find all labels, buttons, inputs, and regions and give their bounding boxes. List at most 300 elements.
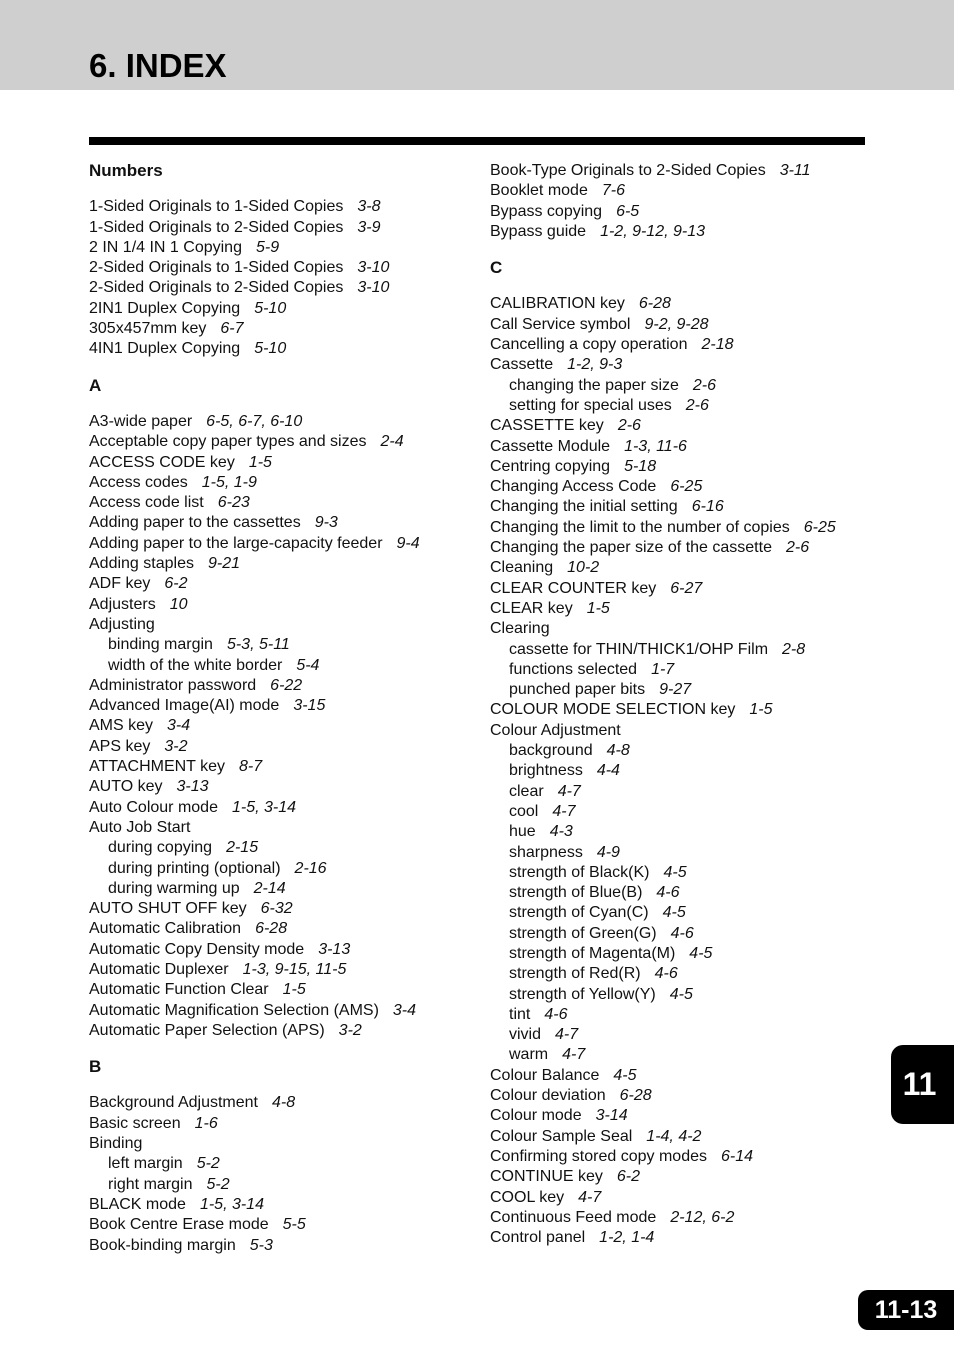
page-reference: 5-5 xyxy=(282,1216,306,1234)
index-entry xyxy=(490,518,870,538)
index-entry xyxy=(89,696,469,716)
section-heading: B xyxy=(89,1057,102,1077)
page-reference: 1-5, 3-14 xyxy=(231,798,297,816)
index-term: Bypass guide xyxy=(490,222,587,240)
index-entry xyxy=(490,457,870,477)
index-term: Automatic Duplexer xyxy=(89,960,229,978)
page-reference: 6-25 xyxy=(670,478,703,496)
index-term: Cassette Module xyxy=(490,437,611,455)
chapter-tab: 11 xyxy=(891,1045,954,1124)
page-reference: 6-28 xyxy=(619,1087,652,1105)
page-reference: 8-7 xyxy=(239,758,263,776)
index-term: brightness xyxy=(509,762,583,780)
index-term: width of the white border xyxy=(108,656,283,674)
index-term: 2 IN 1/4 IN 1 Copying xyxy=(89,238,242,256)
index-term: tint xyxy=(509,1005,531,1023)
page-reference: 9-3 xyxy=(314,514,338,532)
index-term: strength of Black(K) xyxy=(509,863,650,881)
index-term: Automatic Magnification Selection (AMS) xyxy=(89,1001,379,1019)
index-entry xyxy=(89,258,469,278)
page-reference: 2-12, 6-2 xyxy=(670,1208,735,1226)
page-reference: 6-5 xyxy=(616,202,640,220)
index-entry xyxy=(89,595,469,615)
index-entry xyxy=(89,412,469,432)
index-entry xyxy=(89,1021,469,1041)
page-reference: 1-5 xyxy=(749,701,773,719)
page-reference: 4-7 xyxy=(562,1046,586,1064)
index-term: Binding xyxy=(89,1135,143,1153)
index-term: COLOUR MODE SELECTION key xyxy=(490,701,736,719)
index-entry xyxy=(490,181,870,201)
page-reference: 6-32 xyxy=(260,900,293,918)
index-term: warm xyxy=(509,1046,549,1064)
page-reference: 4-7 xyxy=(557,782,581,800)
index-term: Acceptable copy paper types and sizes xyxy=(89,433,367,451)
index-entry xyxy=(89,1215,469,1235)
index-entry xyxy=(89,218,469,238)
index-subentry xyxy=(490,640,870,660)
page-reference: 9-2, 9-28 xyxy=(644,315,709,333)
page-reference: 3-14 xyxy=(595,1107,628,1125)
index-term: hue xyxy=(509,823,536,841)
title-rule xyxy=(89,137,865,145)
index-entry xyxy=(89,574,469,594)
page-reference: 5-2 xyxy=(206,1175,230,1193)
index-term: Adding paper to the large-capacity feeder xyxy=(89,534,383,552)
page-reference: 1-7 xyxy=(651,660,675,678)
index-entry xyxy=(490,1086,870,1106)
index-term: strength of Red(R) xyxy=(509,965,641,983)
index-term: Changing the paper size of the cassette xyxy=(490,539,772,557)
index-term: CLEAR key xyxy=(490,599,573,617)
page-reference: 3-4 xyxy=(167,717,191,735)
page-reference: 2-16 xyxy=(294,859,327,877)
index-subentry xyxy=(490,1025,870,1045)
index-entry xyxy=(490,1208,870,1228)
index-term: during printing (optional) xyxy=(108,859,281,877)
page-reference: 3-9 xyxy=(357,218,381,236)
index-term: binding margin xyxy=(108,636,213,654)
page-reference: 3-10 xyxy=(357,259,390,277)
page-reference: 4-8 xyxy=(606,742,630,760)
index-entry xyxy=(89,777,469,797)
page-reference: 6-2 xyxy=(616,1168,641,1186)
index-term: Continuous Feed mode xyxy=(490,1208,657,1226)
index-term: Advanced Image(AI) mode xyxy=(89,697,280,715)
page-reference: 2-6 xyxy=(685,396,709,414)
page-reference: 9-27 xyxy=(659,681,692,699)
index-term: ADF key xyxy=(89,575,151,593)
index-term: Book Centre Erase mode xyxy=(89,1216,269,1234)
index-entry xyxy=(89,798,469,818)
index-entry xyxy=(89,737,469,757)
index-entry xyxy=(89,757,469,777)
index-term: Colour Balance xyxy=(490,1066,600,1084)
page-reference: 5-9 xyxy=(255,238,280,256)
index-subentry xyxy=(490,843,870,863)
index-entry xyxy=(490,599,870,619)
page-title: 6. INDEX xyxy=(89,47,227,84)
section-gap xyxy=(89,1077,469,1093)
page-reference: 2-6 xyxy=(785,539,810,557)
index-subentry xyxy=(490,761,870,781)
page-reference: 4-7 xyxy=(555,1026,579,1044)
page-reference: 4-7 xyxy=(552,802,576,820)
index-subentry xyxy=(490,376,870,396)
page-reference: 2-18 xyxy=(701,336,734,354)
page-reference: 1-6 xyxy=(194,1114,218,1132)
index-term: Access codes xyxy=(89,473,188,491)
index-term: Adjusters xyxy=(89,595,156,613)
page-reference: 6-2 xyxy=(164,575,188,593)
index-entry xyxy=(490,1106,870,1126)
index-entry xyxy=(490,477,870,497)
section-heading: C xyxy=(490,258,503,278)
index-term: strength of Yellow(Y) xyxy=(509,985,656,1003)
index-term: Automatic Function Clear xyxy=(89,981,269,999)
index-term: Automatic Calibration xyxy=(89,920,242,938)
page-reference: 6-22 xyxy=(270,676,303,694)
page-reference: 9-21 xyxy=(207,555,240,573)
index-entry xyxy=(490,721,870,741)
index-term: Call Service symbol xyxy=(490,315,631,333)
index-entry xyxy=(89,339,469,359)
page-reference: 5-18 xyxy=(624,457,657,475)
index-entry xyxy=(89,940,469,960)
index-term: cool xyxy=(509,802,539,820)
index-entry xyxy=(89,615,469,635)
section-gap xyxy=(490,242,870,258)
index-subentry xyxy=(490,1005,870,1025)
section-gap xyxy=(89,181,469,197)
index-term: Auto Colour mode xyxy=(89,798,218,816)
index-term: CALIBRATION key xyxy=(490,295,625,313)
page-reference: 5-3 xyxy=(249,1236,273,1254)
index-term: setting for special uses xyxy=(509,396,672,414)
index-term: CLEAR COUNTER key xyxy=(490,579,657,597)
index-term: Colour deviation xyxy=(490,1087,606,1105)
index-term: background xyxy=(509,742,593,760)
index-subentry xyxy=(89,859,469,879)
page-reference: 1-5 xyxy=(248,453,272,471)
index-entry xyxy=(490,579,870,599)
index-entry xyxy=(490,700,870,720)
index-subentry xyxy=(490,396,870,416)
page-reference: 4-6 xyxy=(544,1005,568,1023)
index-column-left xyxy=(89,161,469,1256)
page-reference: 2-14 xyxy=(253,879,286,897)
page-reference: 2-4 xyxy=(380,433,404,451)
page-reference: 4-5 xyxy=(689,944,713,962)
index-entry xyxy=(490,335,870,355)
page-reference: 9-4 xyxy=(396,534,420,552)
index-entry xyxy=(89,1001,469,1021)
index-term: Auto Job Start xyxy=(89,818,191,836)
index-term: ATTACHMENT key xyxy=(89,758,226,776)
section-gap xyxy=(89,396,469,412)
index-term: strength of Magenta(M) xyxy=(509,944,676,962)
index-term: Cassette xyxy=(490,356,554,374)
page-reference: 3-4 xyxy=(392,1001,417,1019)
index-entry xyxy=(490,202,870,222)
page-reference: 1-2, 1-4 xyxy=(599,1229,655,1247)
page-reference: 1-3, 9-15, 11-5 xyxy=(242,960,347,978)
index-term: Book-binding margin xyxy=(89,1236,236,1254)
index-entry xyxy=(490,497,870,517)
index-subentry xyxy=(89,838,469,858)
index-subentry xyxy=(89,879,469,899)
index-term: 2-Sided Originals to 1-Sided Copies xyxy=(89,259,344,277)
index-entry xyxy=(89,238,469,258)
page-reference: 1-3, 11-6 xyxy=(624,437,687,455)
index-subentry xyxy=(490,802,870,822)
index-subentry xyxy=(490,1045,870,1065)
page-reference: 6-16 xyxy=(691,498,724,516)
index-term: functions selected xyxy=(509,660,638,678)
page-reference: 6-23 xyxy=(217,494,250,512)
index-subentry xyxy=(490,944,870,964)
index-term: Changing the initial setting xyxy=(490,498,678,516)
index-entry xyxy=(89,432,469,452)
page-reference: 7-6 xyxy=(601,182,625,200)
index-entry xyxy=(490,437,870,457)
index-term: punched paper bits xyxy=(509,681,646,699)
page-reference: 5-3, 5-11 xyxy=(226,636,290,654)
index-term: sharpness xyxy=(509,843,583,861)
index-term: AUTO SHUT OFF key xyxy=(89,900,247,918)
page-reference: 4-4 xyxy=(596,762,620,780)
index-term: AUTO key xyxy=(89,778,163,796)
page-reference: 1-5 xyxy=(586,599,610,617)
page-reference: 6-14 xyxy=(720,1147,754,1165)
index-term: ACCESS CODE key xyxy=(89,453,235,471)
section-heading: Numbers xyxy=(89,161,163,180)
index-term: Changing the limit to the number of copies xyxy=(490,518,790,536)
index-term: 1-Sided Originals to 1-Sided Copies xyxy=(89,198,344,216)
index-entry xyxy=(89,473,469,493)
section-gap xyxy=(89,1041,469,1057)
index-term: Background Adjustment xyxy=(89,1094,258,1112)
index-subentry xyxy=(490,680,870,700)
index-subentry xyxy=(89,656,469,676)
index-entry xyxy=(89,319,469,339)
index-term: Centring copying xyxy=(490,457,611,475)
index-entry xyxy=(490,538,870,558)
index-subentry xyxy=(490,660,870,680)
page-reference: 10 xyxy=(169,595,188,613)
page-reference: 4-8 xyxy=(272,1094,296,1112)
index-column-right xyxy=(490,161,870,1248)
index-entry xyxy=(490,294,870,314)
index-subentry xyxy=(490,985,870,1005)
page-reference: 4-9 xyxy=(596,843,620,861)
page-reference: 5-2 xyxy=(196,1155,220,1173)
index-entry xyxy=(89,299,469,319)
page-reference: 2-6 xyxy=(692,376,717,394)
index-term: 2-Sided Originals to 2-Sided Copies xyxy=(89,279,344,297)
index-term: Access code list xyxy=(89,494,204,512)
index-entry xyxy=(89,534,469,554)
index-entry xyxy=(89,960,469,980)
page-reference: 3-2 xyxy=(338,1021,362,1039)
index-term: Bypass copying xyxy=(490,202,603,220)
index-term: Automatic Paper Selection (APS) xyxy=(89,1021,325,1039)
index-term: Control panel xyxy=(490,1229,586,1247)
index-term: 305x457mm key xyxy=(89,320,207,338)
index-subentry xyxy=(89,1154,469,1174)
index-term: Colour mode xyxy=(490,1107,582,1125)
index-term: Cleaning xyxy=(490,559,554,577)
page-reference: 4-6 xyxy=(670,924,694,942)
index-term: Basic screen xyxy=(89,1114,181,1132)
index-subentry xyxy=(89,635,469,655)
index-term: strength of Cyan(C) xyxy=(509,904,649,922)
index-entry xyxy=(89,716,469,736)
index-term: during warming up xyxy=(108,879,240,897)
index-term: Administrator password xyxy=(89,676,257,694)
index-term: changing the paper size xyxy=(509,376,679,394)
index-term: Adding staples xyxy=(89,555,194,573)
page-reference: 4-3 xyxy=(549,823,573,841)
index-term: CONTINUE key xyxy=(490,1168,603,1186)
index-entry xyxy=(490,558,870,578)
index-entry xyxy=(490,1228,870,1248)
index-entry xyxy=(89,1195,469,1215)
index-term: strength of Green(G) xyxy=(509,924,657,942)
index-entry xyxy=(490,1147,870,1167)
index-entry xyxy=(490,1127,870,1147)
page-reference: 6-7 xyxy=(220,320,244,338)
page-number: 11-13 xyxy=(858,1290,954,1330)
index-entry xyxy=(490,355,870,375)
page-reference: 10-2 xyxy=(567,559,600,577)
index-term: right margin xyxy=(108,1175,193,1193)
index-subentry xyxy=(490,822,870,842)
index-term: Booklet mode xyxy=(490,182,588,200)
index-term: AMS key xyxy=(89,717,154,735)
index-entry xyxy=(89,1093,469,1113)
section-heading: A xyxy=(89,375,102,395)
index-term: Colour Adjustment xyxy=(490,721,621,739)
page-reference: 3-8 xyxy=(357,198,381,216)
index-entry xyxy=(89,919,469,939)
page-reference: 6-5, 6-7, 6-10 xyxy=(206,412,303,430)
index-term: APS key xyxy=(89,737,151,755)
index-entry xyxy=(89,676,469,696)
page-reference: 5-10 xyxy=(254,340,287,358)
page-reference: 3-15 xyxy=(293,697,326,715)
index-entry xyxy=(490,1167,870,1187)
index-entry xyxy=(490,161,870,181)
page-reference: 4-6 xyxy=(656,884,680,902)
index-entry xyxy=(89,818,469,838)
page-reference: 6-25 xyxy=(803,518,836,536)
index-entry xyxy=(490,619,870,639)
index-entry xyxy=(89,493,469,513)
index-term: 4IN1 Duplex Copying xyxy=(89,340,241,358)
page-reference: 6-27 xyxy=(670,579,703,597)
index-entry xyxy=(89,1236,469,1256)
index-term: Changing Access Code xyxy=(490,478,657,496)
page-reference: 2-6 xyxy=(617,417,641,435)
page-reference: 4-5 xyxy=(613,1066,637,1084)
page-reference: 3-13 xyxy=(318,940,351,958)
page-reference: 1-5, 3-14 xyxy=(199,1195,264,1213)
page-reference: 2-15 xyxy=(226,839,259,857)
page-reference: 4-6 xyxy=(654,965,678,983)
page-reference: 2-8 xyxy=(782,640,806,658)
index-subentry xyxy=(490,964,870,984)
index-subentry xyxy=(490,903,870,923)
index-subentry xyxy=(490,924,870,944)
index-term: BLACK mode xyxy=(89,1195,186,1213)
page-reference: 3-10 xyxy=(357,279,390,297)
index-entry xyxy=(89,980,469,1000)
index-term: during copying xyxy=(108,839,213,857)
index-term: Colour Sample Seal xyxy=(490,1127,633,1145)
page-reference: 6-28 xyxy=(255,920,288,938)
index-term: cassette for THIN/THICK1/OHP Film xyxy=(509,640,769,658)
page-reference: 3-13 xyxy=(176,778,209,796)
page-reference: 1-4, 4-2 xyxy=(646,1127,702,1145)
index-subentry xyxy=(490,741,870,761)
index-term: left margin xyxy=(108,1155,183,1173)
index-term: 2IN1 Duplex Copying xyxy=(89,299,241,317)
index-subentry xyxy=(490,883,870,903)
index-subentry xyxy=(490,863,870,883)
index-term: Cancelling a copy operation xyxy=(490,336,688,354)
index-entry xyxy=(89,513,469,533)
page-reference: 1-5, 1-9 xyxy=(201,473,257,491)
index-entry xyxy=(89,554,469,574)
index-term: clear xyxy=(509,782,544,800)
index-term: Confirming stored copy modes xyxy=(490,1147,707,1165)
index-entry xyxy=(490,1188,870,1208)
index-subentry xyxy=(490,782,870,802)
section-gap xyxy=(89,360,469,376)
page-reference: 3-2 xyxy=(164,737,188,755)
page-reference: 1-2, 9-12, 9-13 xyxy=(600,222,706,240)
index-subentry xyxy=(89,1175,469,1195)
page-reference: 4-5 xyxy=(663,863,687,881)
index-entry xyxy=(490,222,870,242)
index-entry xyxy=(490,1066,870,1086)
header-band xyxy=(0,0,954,90)
index-term: A3-wide paper xyxy=(89,412,193,430)
page-reference: 3-11 xyxy=(779,162,811,179)
index-entry xyxy=(89,1134,469,1154)
page-reference: 1-5 xyxy=(282,981,306,999)
index-term: COOL key xyxy=(490,1188,565,1206)
index-entry xyxy=(490,315,870,335)
page-reference: 4-7 xyxy=(578,1188,602,1206)
page-reference: 5-4 xyxy=(296,656,320,674)
page-reference: 5-10 xyxy=(254,299,287,317)
index-term: Automatic Copy Density mode xyxy=(89,940,305,958)
index-entry xyxy=(89,197,469,217)
index-entry xyxy=(490,416,870,436)
page-reference: 6-28 xyxy=(638,295,671,313)
section-gap xyxy=(490,278,870,294)
index-term: 1-Sided Originals to 2-Sided Copies xyxy=(89,218,344,236)
index-entry xyxy=(89,899,469,919)
index-term: Adding paper to the cassettes xyxy=(89,514,301,532)
index-term: CASSETTE key xyxy=(490,417,604,435)
index-term: vivid xyxy=(509,1026,542,1044)
index-term: strength of Blue(B) xyxy=(509,884,643,902)
index-entry xyxy=(89,1114,469,1134)
page-reference: 1-2, 9-3 xyxy=(567,356,623,374)
